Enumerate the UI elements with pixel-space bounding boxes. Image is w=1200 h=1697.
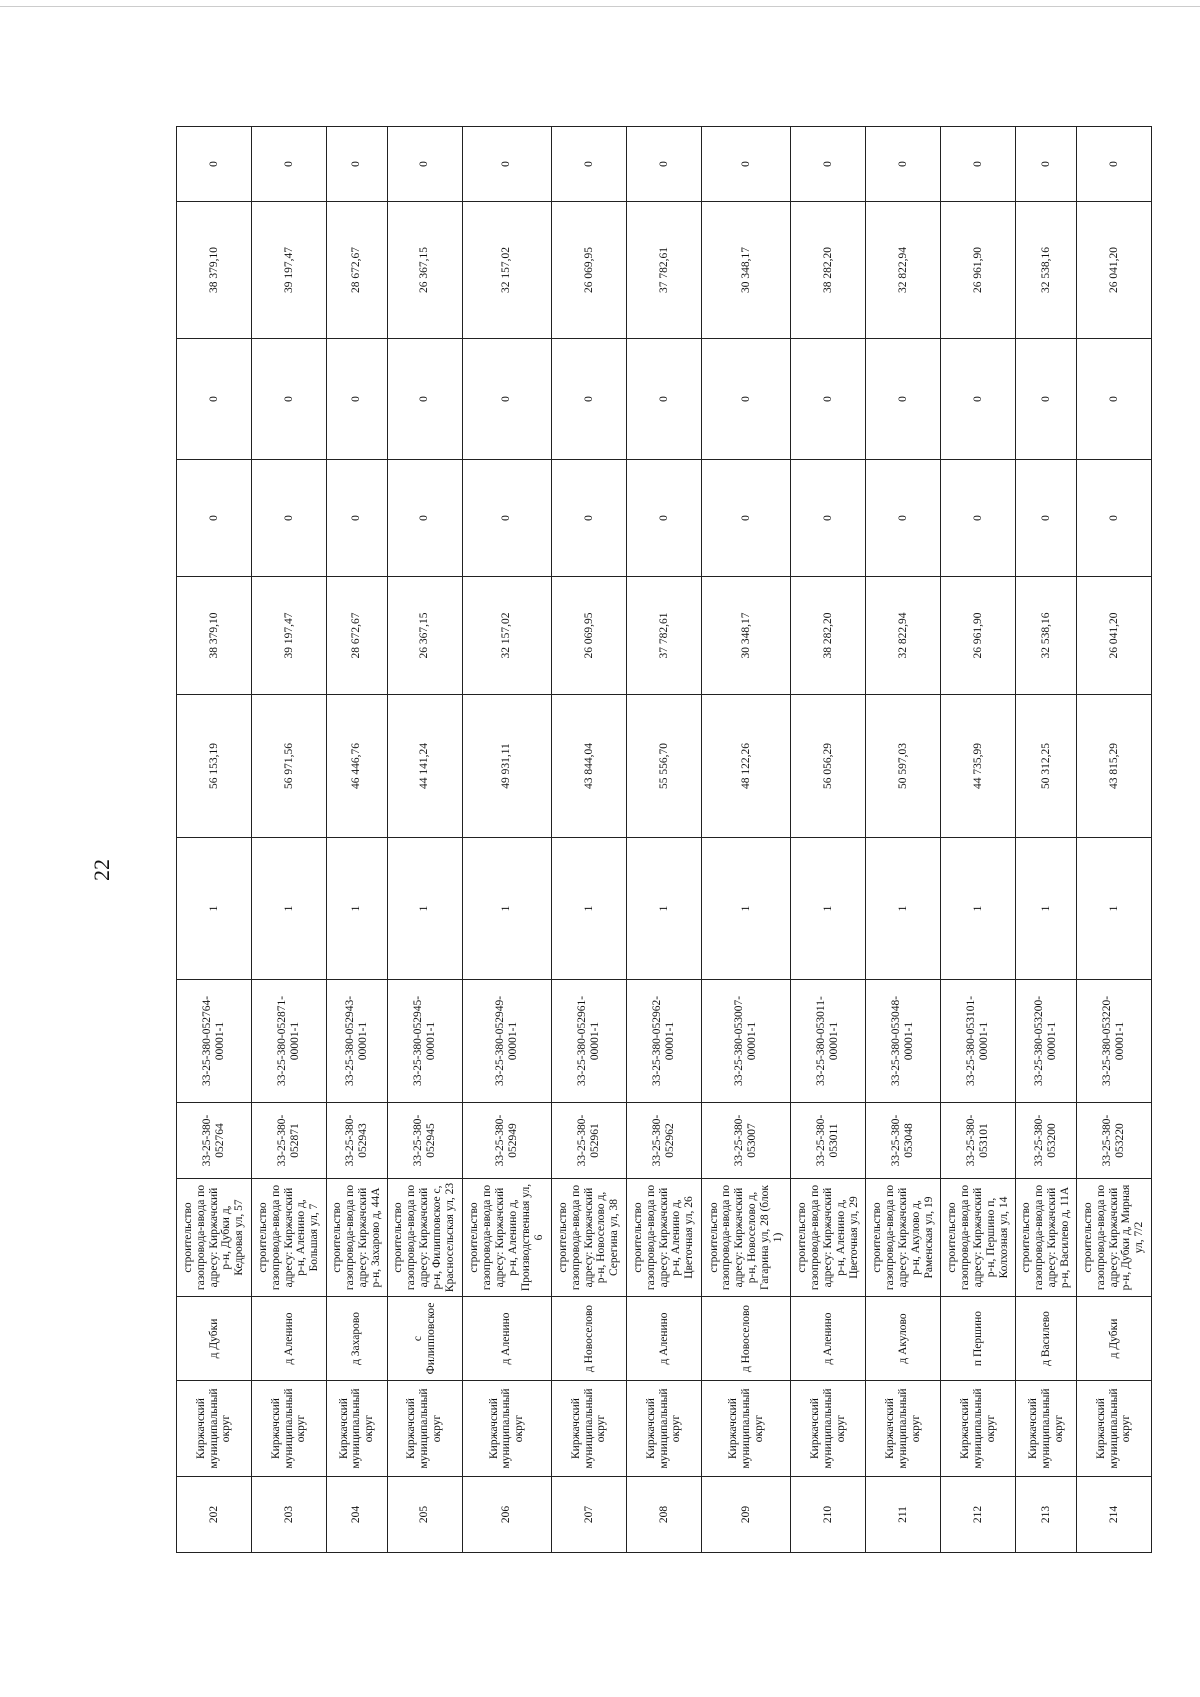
okrug-cell: Киржачский муниципальный округ bbox=[866, 1381, 941, 1477]
object-id-cell: 33-25-380-052871-00001-1 bbox=[252, 980, 327, 1103]
object-id-cell: 33-25-380-053011-00001-1 bbox=[791, 980, 866, 1103]
object-id-cell: 33-25-380-052945-00001-1 bbox=[387, 980, 462, 1103]
total-cost-cell: 56 056,29 bbox=[791, 695, 866, 838]
value-cell: 0 bbox=[462, 460, 551, 577]
table-row bbox=[387, 127, 462, 1553]
settlement-cell: д Аленино bbox=[791, 1297, 866, 1381]
quantity-cell: 1 bbox=[1016, 838, 1077, 980]
value-cell: 0 bbox=[866, 460, 941, 577]
value-cell: 0 bbox=[866, 127, 941, 202]
value-cell: 32 822,94 bbox=[866, 202, 941, 339]
description-cell: строительство газопровода-ввода по адресу: Киржачский р-н, Аленино д, Цветочная ул, 26 bbox=[626, 1179, 701, 1297]
table-row bbox=[1016, 127, 1077, 1553]
object-id-cell: 33-25-380-052764-00001-1 bbox=[177, 980, 252, 1103]
object-id-cell: 33-25-380-053200-00001-1 bbox=[1016, 980, 1077, 1103]
table-row bbox=[327, 127, 388, 1553]
okrug-cell: Киржачский муниципальный округ bbox=[1016, 1381, 1077, 1477]
value-cell: 0 bbox=[941, 460, 1016, 577]
object-id-cell: 33-25-380-052949-00001-1 bbox=[462, 980, 551, 1103]
code-cell: 33-25-380-053007 bbox=[701, 1103, 790, 1179]
object-id-cell: 33-25-380-053220-00001-1 bbox=[1076, 980, 1151, 1103]
value-cell: 26 367,15 bbox=[387, 202, 462, 339]
total-cost-cell: 55 556,70 bbox=[626, 695, 701, 838]
okrug-cell: Киржачский муниципальный округ bbox=[462, 1381, 551, 1477]
value-cell: 28 672,67 bbox=[327, 202, 388, 339]
settlement-cell: д Новоселово bbox=[701, 1297, 790, 1381]
value-cell: 38 282,20 bbox=[791, 202, 866, 339]
quantity-cell: 1 bbox=[327, 838, 388, 980]
row-number-cell: 214 bbox=[1076, 1477, 1151, 1553]
okrug-cell: Киржачский муниципальный округ bbox=[327, 1381, 388, 1477]
value-cell: 0 bbox=[1076, 339, 1151, 460]
value-cell: 0 bbox=[387, 127, 462, 202]
value-cell: 26 367,15 bbox=[387, 577, 462, 695]
row-number-cell: 209 bbox=[701, 1477, 790, 1553]
code-cell: 33-25-380-052949 bbox=[462, 1103, 551, 1179]
code-cell: 33-25-380-052871 bbox=[252, 1103, 327, 1179]
value-cell: 0 bbox=[327, 339, 388, 460]
total-cost-cell: 43 844,04 bbox=[551, 695, 626, 838]
value-cell: 26 961,90 bbox=[941, 577, 1016, 695]
value-cell: 0 bbox=[177, 339, 252, 460]
okrug-cell: Киржачский муниципальный округ bbox=[551, 1381, 626, 1477]
value-cell: 37 782,61 bbox=[626, 202, 701, 339]
settlement-cell: д Аленино bbox=[626, 1297, 701, 1381]
table-row bbox=[1076, 127, 1151, 1553]
settlement-cell: д Василево bbox=[1016, 1297, 1077, 1381]
okrug-cell: Киржачский муниципальный округ bbox=[1076, 1381, 1151, 1477]
value-cell: 0 bbox=[551, 460, 626, 577]
value-cell: 0 bbox=[1076, 127, 1151, 202]
value-cell: 26 041,20 bbox=[1076, 577, 1151, 695]
quantity-cell: 1 bbox=[866, 838, 941, 980]
row-number-cell: 207 bbox=[551, 1477, 626, 1553]
objects-table bbox=[176, 126, 1152, 1553]
row-number-cell: 202 bbox=[177, 1477, 252, 1553]
rotated-table-container bbox=[176, 127, 1152, 1553]
total-cost-cell: 48 122,26 bbox=[701, 695, 790, 838]
quantity-cell: 1 bbox=[626, 838, 701, 980]
total-cost-cell: 44 735,99 bbox=[941, 695, 1016, 838]
value-cell: 0 bbox=[551, 339, 626, 460]
row-number-cell: 203 bbox=[252, 1477, 327, 1553]
value-cell: 0 bbox=[1016, 460, 1077, 577]
value-cell: 0 bbox=[1076, 460, 1151, 577]
description-cell: строительство газопровода-ввода по адресу: Киржачский р-н, Захарово д, 44А bbox=[327, 1179, 388, 1297]
description-cell: строительство газопровода-ввода по адресу: Киржачский р-н, Новоселово д, Гагарина ул, 28 (блок 1) bbox=[701, 1179, 790, 1297]
code-cell: 33-25-380-052943 bbox=[327, 1103, 388, 1179]
total-cost-cell: 50 597,03 bbox=[866, 695, 941, 838]
settlement-cell: д Захарово bbox=[327, 1297, 388, 1381]
description-cell: строительство газопровода-ввода по адресу: Киржачский р-н, Дубки д, Кедровая ул, 57 bbox=[177, 1179, 252, 1297]
settlement-cell: д Аленино bbox=[462, 1297, 551, 1381]
value-cell: 32 157,02 bbox=[462, 577, 551, 695]
okrug-cell: Киржачский муниципальный округ bbox=[177, 1381, 252, 1477]
value-cell: 28 672,67 bbox=[327, 577, 388, 695]
value-cell: 0 bbox=[327, 127, 388, 202]
object-id-cell: 33-25-380-052943-00001-1 bbox=[327, 980, 388, 1103]
table-row bbox=[866, 127, 941, 1553]
okrug-cell: Киржачский муниципальный округ bbox=[252, 1381, 327, 1477]
okrug-cell: Киржачский муниципальный округ bbox=[941, 1381, 1016, 1477]
okrug-cell: Киржачский муниципальный округ bbox=[387, 1381, 462, 1477]
page-number: 22 bbox=[89, 859, 114, 881]
code-cell: 33-25-380-053101 bbox=[941, 1103, 1016, 1179]
row-number-cell: 211 bbox=[866, 1477, 941, 1553]
value-cell: 32 538,16 bbox=[1016, 202, 1077, 339]
code-cell: 33-25-380-053011 bbox=[791, 1103, 866, 1179]
value-cell: 0 bbox=[941, 127, 1016, 202]
row-number-cell: 212 bbox=[941, 1477, 1016, 1553]
quantity-cell: 1 bbox=[387, 838, 462, 980]
quantity-cell: 1 bbox=[791, 838, 866, 980]
settlement-cell: д Аленино bbox=[252, 1297, 327, 1381]
value-cell: 39 197,47 bbox=[252, 577, 327, 695]
total-cost-cell: 49 931,11 bbox=[462, 695, 551, 838]
quantity-cell: 1 bbox=[252, 838, 327, 980]
description-cell: строительство газопровода-ввода по адресу: Киржачский р-н, Аленино д, Производственная ул, 6 bbox=[462, 1179, 551, 1297]
value-cell: 26 069,95 bbox=[551, 202, 626, 339]
table-body bbox=[177, 127, 1152, 1553]
total-cost-cell: 56 971,56 bbox=[252, 695, 327, 838]
scan-edge-line bbox=[0, 6, 1200, 7]
code-cell: 33-25-380-053048 bbox=[866, 1103, 941, 1179]
table-row bbox=[177, 127, 252, 1553]
value-cell: 0 bbox=[177, 127, 252, 202]
table-row bbox=[626, 127, 701, 1553]
description-cell: строительство газопровода-ввода по адресу: Киржачский р-н, Дубки д, Мирная ул, 7/2 bbox=[1076, 1179, 1151, 1297]
quantity-cell: 1 bbox=[177, 838, 252, 980]
quantity-cell: 1 bbox=[941, 838, 1016, 980]
value-cell: 0 bbox=[462, 339, 551, 460]
value-cell: 0 bbox=[462, 127, 551, 202]
object-id-cell: 33-25-380-052961-00001-1 bbox=[551, 980, 626, 1103]
settlement-cell: д Новоселово bbox=[551, 1297, 626, 1381]
settlement-cell: д Дубки bbox=[177, 1297, 252, 1381]
code-cell: 33-25-380-053220 bbox=[1076, 1103, 1151, 1179]
value-cell: 38 379,10 bbox=[177, 577, 252, 695]
okrug-cell: Киржачский муниципальный округ bbox=[701, 1381, 790, 1477]
code-cell: 33-25-380-052764 bbox=[177, 1103, 252, 1179]
value-cell: 38 379,10 bbox=[177, 202, 252, 339]
value-cell: 0 bbox=[791, 127, 866, 202]
value-cell: 38 282,20 bbox=[791, 577, 866, 695]
value-cell: 0 bbox=[387, 339, 462, 460]
value-cell: 0 bbox=[1016, 339, 1077, 460]
quantity-cell: 1 bbox=[701, 838, 790, 980]
code-cell: 33-25-380-052961 bbox=[551, 1103, 626, 1179]
quantity-cell: 1 bbox=[1076, 838, 1151, 980]
settlement-cell: п Першино bbox=[941, 1297, 1016, 1381]
description-cell: строительство газопровода-ввода по адресу: Киржачский р-н, Аленино д, Цветочная ул, 29 bbox=[791, 1179, 866, 1297]
value-cell: 0 bbox=[1016, 127, 1077, 202]
table-row bbox=[701, 127, 790, 1553]
value-cell: 0 bbox=[791, 339, 866, 460]
code-cell: 33-25-380-053200 bbox=[1016, 1103, 1077, 1179]
value-cell: 0 bbox=[701, 460, 790, 577]
table-row bbox=[462, 127, 551, 1553]
value-cell: 0 bbox=[701, 339, 790, 460]
value-cell: 32 157,02 bbox=[462, 202, 551, 339]
object-id-cell: 33-25-380-053048-00001-1 bbox=[866, 980, 941, 1103]
description-cell: строительство газопровода-ввода по адресу: Киржачский р-н, Новоселово д, Серегина ул, 38 bbox=[551, 1179, 626, 1297]
row-number-cell: 213 bbox=[1016, 1477, 1077, 1553]
value-cell: 0 bbox=[626, 460, 701, 577]
table-row bbox=[252, 127, 327, 1553]
row-number-cell: 204 bbox=[327, 1477, 388, 1553]
code-cell: 33-25-380-052945 bbox=[387, 1103, 462, 1179]
value-cell: 0 bbox=[252, 339, 327, 460]
settlement-cell: д Акулово bbox=[866, 1297, 941, 1381]
object-id-cell: 33-25-380-053101-00001-1 bbox=[941, 980, 1016, 1103]
quantity-cell: 1 bbox=[462, 838, 551, 980]
okrug-cell: Киржачский муниципальный округ bbox=[791, 1381, 866, 1477]
settlement-cell: д Дубки bbox=[1076, 1297, 1151, 1381]
value-cell: 0 bbox=[327, 460, 388, 577]
total-cost-cell: 43 815,29 bbox=[1076, 695, 1151, 838]
value-cell: 32 822,94 bbox=[866, 577, 941, 695]
row-number-cell: 208 bbox=[626, 1477, 701, 1553]
description-cell: строительство газопровода-ввода по адресу: Киржачский р-н, Аленино д, Большая ул, 7 bbox=[252, 1179, 327, 1297]
table-row bbox=[791, 127, 866, 1553]
object-id-cell: 33-25-380-053007-00001-1 bbox=[701, 980, 790, 1103]
value-cell: 0 bbox=[626, 339, 701, 460]
value-cell: 0 bbox=[941, 339, 1016, 460]
code-cell: 33-25-380-052962 bbox=[626, 1103, 701, 1179]
quantity-cell: 1 bbox=[551, 838, 626, 980]
description-cell: строительство газопровода-ввода по адресу: Киржачский р-н, Филипповское с, Красносельская ул, 23 bbox=[387, 1179, 462, 1297]
row-number-cell: 205 bbox=[387, 1477, 462, 1553]
row-number-cell: 206 bbox=[462, 1477, 551, 1553]
okrug-cell: Киржачский муниципальный округ bbox=[626, 1381, 701, 1477]
total-cost-cell: 46 446,76 bbox=[327, 695, 388, 838]
table-row bbox=[551, 127, 626, 1553]
total-cost-cell: 44 141,24 bbox=[387, 695, 462, 838]
value-cell: 0 bbox=[866, 339, 941, 460]
value-cell: 0 bbox=[626, 127, 701, 202]
value-cell: 0 bbox=[177, 460, 252, 577]
value-cell: 0 bbox=[701, 127, 790, 202]
object-id-cell: 33-25-380-052962-00001-1 bbox=[626, 980, 701, 1103]
total-cost-cell: 56 153,19 bbox=[177, 695, 252, 838]
value-cell: 0 bbox=[252, 460, 327, 577]
value-cell: 26 961,90 bbox=[941, 202, 1016, 339]
value-cell: 0 bbox=[387, 460, 462, 577]
value-cell: 26 041,20 bbox=[1076, 202, 1151, 339]
description-cell: строительство газопровода-ввода по адресу: Киржачский р-н, Першино п, Колхозная ул, 14 bbox=[941, 1179, 1016, 1297]
value-cell: 30 348,17 bbox=[701, 577, 790, 695]
row-number-cell: 210 bbox=[791, 1477, 866, 1553]
value-cell: 30 348,17 bbox=[701, 202, 790, 339]
settlement-cell: с Филипповское bbox=[387, 1297, 462, 1381]
value-cell: 32 538,16 bbox=[1016, 577, 1077, 695]
value-cell: 0 bbox=[791, 460, 866, 577]
total-cost-cell: 50 312,25 bbox=[1016, 695, 1077, 838]
value-cell: 37 782,61 bbox=[626, 577, 701, 695]
value-cell: 0 bbox=[252, 127, 327, 202]
value-cell: 0 bbox=[551, 127, 626, 202]
description-cell: строительство газопровода-ввода по адресу: Киржачский р-н, Василево д, 11А bbox=[1016, 1179, 1077, 1297]
value-cell: 26 069,95 bbox=[551, 577, 626, 695]
table-row bbox=[941, 127, 1016, 1553]
value-cell: 39 197,47 bbox=[252, 202, 327, 339]
description-cell: строительство газопровода-ввода по адресу: Киржачский р-н, Акулово д, Раменская ул, 19 bbox=[866, 1179, 941, 1297]
